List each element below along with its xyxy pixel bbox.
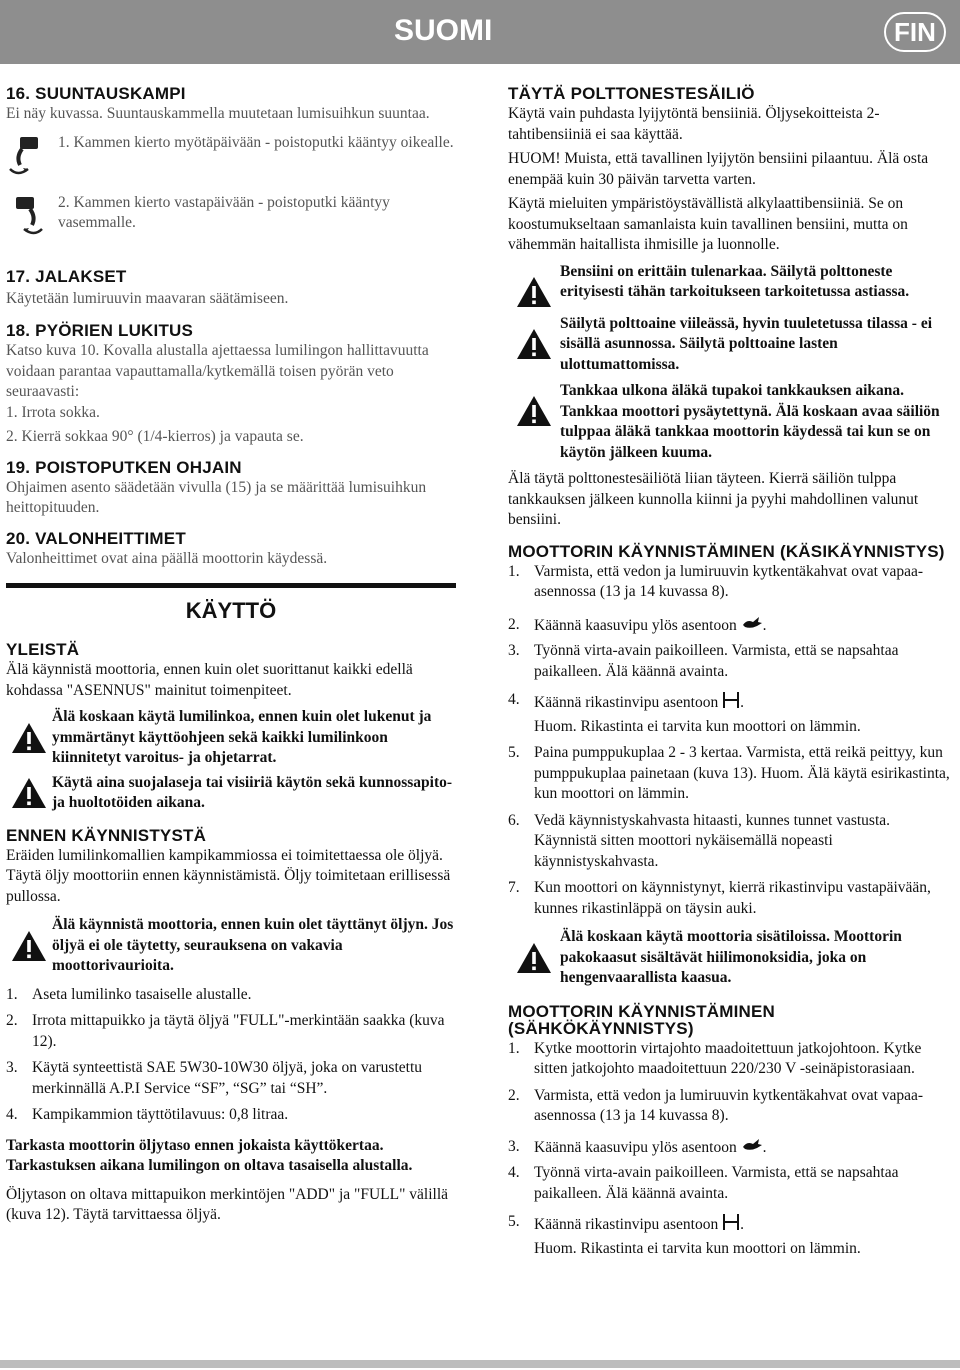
section-16-item-1: 1. Kammen kierto myötäpäivään - poistoputki kääntyy oikealle.	[58, 133, 454, 151]
warning-triangle-icon	[6, 930, 52, 962]
crank-clockwise-icon	[6, 133, 52, 177]
list-item: 1. Kytke moottorin virtajohto maadoitettuun jatkojohtoon. Kytke sitten jatkojohto maadoitettuun 220/230 V -seinäpistorasiaan.	[508, 1039, 922, 1077]
section-16-item-2: 2. Kammen kierto vastapäivään - poistoputki kääntyy vasemmalle.	[58, 193, 390, 231]
page-header	[0, 0, 960, 64]
warning-triangle-icon	[508, 942, 560, 974]
section-19-title: 19. POISTOPUTKEN OHJAIN	[6, 457, 242, 477]
tank-p4: Älä täytä polttonestesäiliötä liian täyteen. Kierrä säiliön tulppa tankkauksen jälkeen kunnolla kiinni ja pyyhi mahdollinen valunut bensiini.	[508, 470, 919, 528]
list-item: 5. Käännä rikastinvipu asentoon . Huom. Rikastinta ei tarvita kun moottori on lämmin.	[508, 1213, 861, 1257]
section-20-text: Valonheittimet ovat aina päällä moottorin käydessä.	[6, 549, 328, 567]
language-title: SUOMI	[394, 14, 493, 47]
section-18-step-1: 1. Irrota sokka.	[6, 403, 100, 421]
tank-p2: HUOM! Muista, että tavallinen lyijytön bensiini pilaantuu. Älä osta enempää kuin 30 päivän tarvetta varten.	[508, 150, 929, 188]
section-18-title: 18. PYÖRIEN LUKITUS	[6, 321, 194, 340]
warning-1-text: Älä koskaan käytä lumilinkoa, ennen kuin olet lukenut ja ymmärtänyt käyttöohjeen sekä kaikki lumilinkoon kiinnitetyt varoitus- ja ohjetarrat.	[52, 708, 432, 766]
section-17-text: Käytetään lumiruuvin maavaran säätämiseen.	[6, 289, 289, 307]
choke-icon	[722, 1212, 740, 1239]
electric-steps-list	[508, 1039, 954, 1260]
crank-ccw-row	[6, 193, 456, 237]
warning-a-text: Bensiini on erittäin tulenarkaa. Säilytä polttoneste erityisesti tähän tarkoitukseen tarkoitetussa astiassa.	[560, 262, 910, 300]
list-item: 3. Käännä kaasuvipu ylös asentoon .	[508, 1137, 954, 1160]
manual-start-title: MOOTTORIN KÄYNNISTÄMINEN (KÄSIKÄYNNISTYS)	[508, 541, 945, 561]
electric-start-title: MOOTTORIN KÄYNNISTÄMINEN (SÄHKÖKÄYNNISTYS)	[508, 1001, 776, 1038]
warning-flammable	[508, 262, 954, 308]
warning-triangle-icon	[6, 777, 52, 809]
warning-d-text: Älä koskaan käytä moottoria sisätiloissa. Moottorin pakokaasut sisältävät hiilimonoksidia, joka on hengenvaarallista kaasua.	[560, 928, 902, 986]
warning-triangle-icon	[508, 262, 560, 308]
section-16-title: 16. SUUNTAUSKAMPI	[6, 84, 186, 103]
language-badge: FIN	[884, 12, 946, 52]
footer-bar	[0, 1360, 960, 1368]
crank-counterclockwise-icon	[6, 193, 52, 237]
warning-refuel	[508, 381, 954, 463]
oil-check-note: Tarkasta moottorin öljytaso ennen jokaista käyttökertaa. Tarkastuksen aikana lumilingon on oltava tasaisella alustalla.	[6, 1136, 413, 1174]
warning-read-manual	[6, 707, 456, 769]
warning-storage	[508, 314, 954, 376]
list-item: 2. Varmista, että vedon ja lumiruuvin kytkentäkahvat ovat vapaa-asennossa (13 ja 14 kuvassa 8).	[508, 1086, 924, 1124]
section-18-text: Katso kuva 10. Kovalla alustalla ajettaessa lumilingon hallittavuutta voidaan parantaa vapauttamalla/kytkemällä toisen pyörän veto seuraavasti:	[6, 342, 429, 400]
list-item: 4. Käännä rikastinvipu asentoon . Huom. Rikastinta ei tarvita kun moottori on lämmin.	[508, 691, 861, 735]
warning-triangle-icon	[508, 381, 560, 427]
oil-steps-list	[6, 985, 456, 1126]
list-item: 2. Käännä kaasuvipu ylös asentoon .	[508, 615, 954, 638]
list-item: 1. Varmista, että vedon ja lumiruuvin kytkentäkahvat ovat vapaa-asennossa (13 ja 14 kuvassa 8).	[508, 562, 924, 600]
list-item: 4. Työnnä virta-avain paikoilleen. Varmista, että se napsahtaa paikalleen. Älä käännä avainta.	[508, 1164, 899, 1202]
warning-c-text: Tankkaa ulkona äläkä tupakoi tankkauksen aikana. Tankkaa moottori pysäytettynä. Älä koskaan avaa säiliön tulppaa äläkä tankkaa moottorin käydessä tai kun se on käytön jälkeen kuuma.	[560, 382, 940, 461]
list-item: 3. Työnnä virta-avain paikoilleen. Varmista, että se napsahtaa paikalleen. Älä käännä avainta.	[508, 642, 899, 680]
warning-2-text: Käytä aina suojalaseja tai visiiriä käytön sekä kunnossapito- ja huoltotöiden aikana.	[52, 773, 453, 811]
section-17-title: 17. JALAKSET	[6, 266, 127, 286]
warning-3-text: Älä käynnistä moottoria, ennen kuin olet täyttänyt öljyn. Jos öljyä ei ole täytetty, seurauksena on vakavia moottorivaurioita.	[52, 916, 454, 974]
ennen-text: Eräiden lumilinkomallien kampikammiossa ei toimitettaessa ole öljyä. Täytä öljy moottoriin ennen käynnistämistä. Öljy toimitetaan erillisessä pullossa.	[6, 846, 451, 905]
tank-title: TÄYTÄ POLTTONESTESÄILIÖ	[508, 84, 755, 103]
warning-safety-glasses	[6, 773, 456, 814]
section-19-text: Ohjaimen asento säädetään vivulla (15) ja se määrittää lumisuihkun heittopituuden.	[6, 478, 427, 516]
section-18-step-2: 2. Kierrä sokkaa 90° (1/4-kierros) ja vapauta se.	[6, 428, 304, 445]
warning-triangle-icon	[508, 314, 560, 360]
crank-cw-row	[6, 133, 456, 177]
warning-oil	[6, 915, 456, 977]
kaytto-heading: KÄYTTÖ	[185, 598, 277, 623]
choke-icon	[722, 690, 740, 717]
ennen-title: ENNEN KÄYNNISTYSTÄ	[6, 825, 207, 845]
list-item: 3. Käytä synteettistä SAE 5W30-10W30 öljyä, joka on varustettu merkinnällä A.P.I Service “SF”, “SG” tai “SH”.	[6, 1059, 422, 1097]
warning-b-text: Säilytä polttoaine viileässä, hyvin tuuletetussa tilassa - ei sisällä asunnossa. Säilytä polttoaine lasten ulottumattomissa.	[560, 314, 933, 373]
yleista-title: YLEISTÄ	[6, 640, 80, 659]
yleista-text: Älä käynnistä moottoria, ennen kuin olet suorittanut kaikki edellä kohdassa "ASENNUS" mainitut toimenpiteet.	[6, 661, 413, 699]
list-item: 2. Irrota mittapuikko ja täytä öljyä "FULL"-merkintään saakka (kuva 12).	[6, 1012, 445, 1050]
manual-steps-list	[508, 562, 954, 920]
warning-indoor	[508, 927, 954, 989]
section-20-title: 20. VALONHEITTIMET	[6, 528, 186, 548]
list-item: 1. Aseta lumilinko tasaiselle alustalle.	[6, 985, 252, 1003]
oil-level-text: Öljytason on oltava mittapuikon merkintöjen "ADD" ja "FULL" välillä (kuva 12). Täytä tarvittaessa öljyä.	[6, 1185, 449, 1223]
list-item: 7. Kun moottori on käynnistynyt, kierrä rikastinvipu vastapäivään, kunnes rikastinläppä on täysin auki.	[508, 879, 931, 917]
warning-triangle-icon	[6, 722, 52, 754]
section-16-intro: Ei näy kuvassa. Suuntauskammella muutetaan lumisuihkun suuntaa.	[6, 105, 430, 122]
tank-p1: Käytä vain puhdasta lyijytöntä bensiiniä. Öljysekoitteista 2-tahtibensiiniä ei saa käyttää.	[508, 105, 880, 143]
list-item: 5. Paina pumppukuplaa 2 - 3 kertaa. Varmista, että reikä peittyy, kun pumppukuplaa painetaan (kuva 13). Huom. Älä käytä esirikastinta, kun moottori on lämmin.	[508, 744, 950, 802]
right-column	[508, 84, 954, 1259]
list-item: 4. Kampikammion täyttötilavuus: 0,8 litraa.	[6, 1106, 289, 1123]
tank-p3: Käytä mieluiten ympäristöystävällistä alkylaattibensiiniä. Se on koostumukseltaan samanlaista kuin tavallinen bensiini, mutta on vähemmän haitallista ihmisille ja luonnolle.	[508, 195, 908, 253]
section-divider	[6, 583, 456, 588]
rabbit-fast-icon	[741, 1137, 763, 1160]
list-item: 6. Vedä käynnistyskahvasta hitaasti, kunnes tunnet vastusta. Käynnistä sitten moottori nykäisemällä nopeasti käynnistyskahvasta.	[508, 811, 891, 870]
left-column	[6, 84, 456, 1226]
rabbit-fast-icon	[741, 615, 763, 638]
